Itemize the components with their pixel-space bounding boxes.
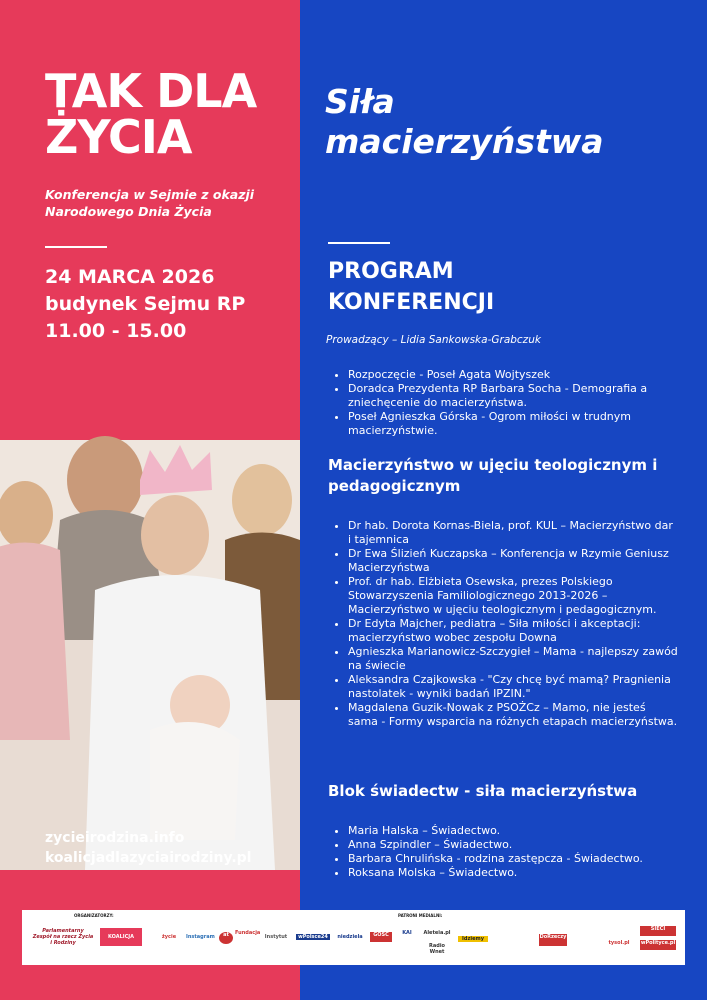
link-koalicja[interactable]: koalicjadlazyciairodziny.pl	[45, 850, 252, 866]
logo: Idziemy	[458, 936, 488, 942]
intro-list	[328, 368, 678, 438]
title-line-2: ŻYCIA	[45, 110, 192, 164]
event-details	[45, 264, 245, 345]
event-venue: budynek Sejmu RP	[45, 293, 246, 315]
list-item: • Barbara Chrulińska - rodzina zastępcza - Świadectwo.	[348, 852, 678, 866]
logo: SIECI	[640, 926, 676, 936]
section-heading-testimonies: Blok świadectw - siła macierzyństwa	[328, 782, 638, 800]
list-item: • Magdalena Guzik-Nowak z PSOŻCz – Mamo, nie jesteś sama - Formy wsparcia na różnych etapach macierzyństwa.	[348, 701, 678, 729]
logo: niedziela	[337, 934, 363, 940]
divider-right	[328, 242, 390, 244]
logo: życie	[161, 934, 177, 940]
event-subtitle: Konferencja w Sejmie z okazji Narodowego Dnia Życia	[45, 187, 255, 219]
theme-line-1: Siła	[325, 82, 395, 121]
program-line-2: KONFERENCJI	[328, 290, 495, 315]
partners-label: PATRONI MEDIALNI:	[398, 913, 443, 918]
program-heading	[328, 256, 494, 318]
logo: KAI	[402, 930, 412, 936]
list-item: • Dr Ewa Ślizień Kuczapska – Konferencja w Rzymie Geniusz Macierzyństwa	[348, 547, 678, 575]
organizer-logo-zespol: Parlamentarny Zespół na rzecz Życia i Rodziny	[32, 928, 94, 946]
organizers-label: ORGANIZATORZY:	[74, 913, 114, 918]
logo: at	[219, 932, 233, 944]
divider-left	[45, 246, 107, 248]
logo: Radio Wnet	[429, 943, 445, 955]
website-links	[45, 828, 251, 868]
host-line: Prowadzący – Lidia Sankowska-Grabczuk	[326, 334, 541, 346]
theology-list	[328, 519, 678, 729]
logo: Fundacja	[235, 930, 261, 936]
family-photo	[0, 440, 300, 870]
logo: wPolsce24	[296, 934, 330, 940]
logo: GOŚĆ	[370, 932, 392, 942]
theme-line-2: macierzyństwa	[325, 122, 604, 161]
family-illustration	[0, 440, 300, 870]
sponsors-footer	[22, 910, 685, 965]
list-item: • Dr hab. Dorota Kornas-Biela, prof. KUL – Macierzyństwo dar i tajemnica	[348, 519, 678, 547]
logo: Instytut	[264, 934, 288, 940]
logo: Instagram	[186, 934, 215, 940]
list-item: • Poseł Agnieszka Górska - Ogrom miłości w trudnym macierzyństwie.	[348, 410, 678, 438]
list-item: • Doradca Prezydenta RP Barbara Socha - Demografia a zniechęcenie do macierzyństwa.	[348, 382, 678, 410]
list-item: • Prof. dr hab. Elżbieta Osewska, prezes Polskiego Stowarzyszenia Familiologicznego 2013-2026 – Macierzyństwo w ujęciu teologicznym i pedagogicznym.	[348, 575, 678, 617]
list-item: • Roksana Molska – Świadectwo.	[348, 866, 678, 880]
list-item: • Maria Halska – Świadectwo.	[348, 824, 678, 838]
link-zycieirodzina[interactable]: zycieirodzina.info	[45, 830, 185, 846]
list-item: • Aleksandra Czajkowska - "Czy chcę być mamą? Pragnienia nastolatek - wyniki badań IPZIN."	[348, 673, 678, 701]
logo: wPolityce.pl	[640, 940, 676, 950]
title-line-1: TAK DLA	[45, 64, 257, 118]
section-heading-theology: Macierzyństwo w ujęciu teologicznym i pedagogicznym	[328, 456, 658, 495]
event-time: 11.00 - 15.00	[45, 320, 187, 342]
list-item: • Rozpoczęcie - Poseł Agata Wojtyszek	[348, 368, 678, 382]
program-line-1: PROGRAM	[328, 259, 454, 284]
list-item: • Agnieszka Marianowicz-Szczygieł – Mama - najlepszy zawód na świecie	[348, 645, 678, 673]
logo: DoRzeczy	[539, 934, 567, 946]
list-item: • Anna Szpindler – Świadectwo.	[348, 838, 678, 852]
conference-theme	[325, 82, 604, 162]
organizer-logo-koalicja: KOALICJA	[100, 928, 142, 946]
testimonies-list	[328, 824, 678, 880]
event-date: 24 MARCA 2026	[45, 266, 215, 288]
list-item: • Dr Edyta Majcher, pediatra – Siła miłości i akceptacji: macierzyństwo wobec zespołu Downa	[348, 617, 678, 645]
logo: Aleteia.pl	[423, 930, 451, 936]
logo: tysol.pl	[608, 940, 630, 946]
event-title	[45, 64, 257, 164]
